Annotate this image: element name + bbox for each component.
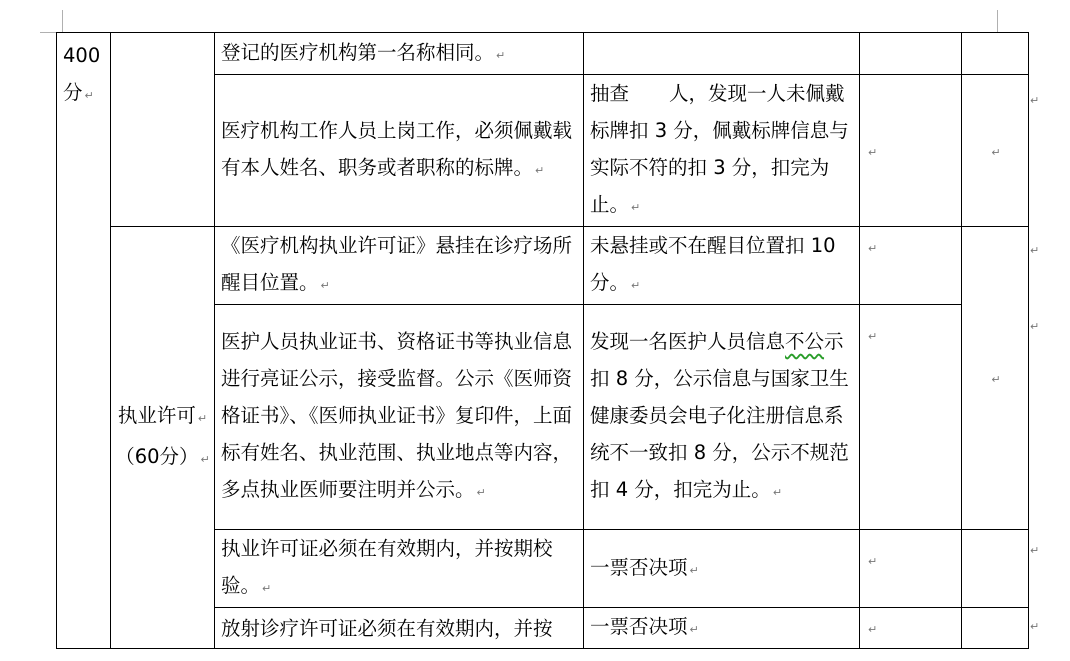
remark-cell [962,227,1029,530]
rule-text: 一票否决项 [590,615,688,638]
paragraph-mark-icon: ↵ [476,486,486,499]
item-text: 放射诊疗许可证必须在有效期内，并按 [221,616,553,640]
rule-text: 发现一名医护人员信息 [590,330,786,353]
paragraph-mark-icon: ↵ [868,623,878,636]
item-text: 执业许可证必须在有效期内，并按期校验。 [221,537,553,597]
item-text: 《医疗机构执业许可证》悬挂在诊疗场所醒目位置。 [221,234,573,294]
score-deduct-cell [860,530,962,608]
item-cell [215,227,584,305]
paragraph-mark-icon: ↵ [991,373,1001,386]
rule-text: 抽查 [590,82,630,105]
rule-cell [584,530,860,608]
paragraph-mark-icon: ↵ [535,164,545,177]
paragraph-mark-icon: ↵ [197,411,208,425]
paragraph-mark-icon: ↵ [868,242,878,255]
paragraph-mark-icon: ↵ [772,486,783,499]
score-cell [57,33,111,649]
paragraph-mark-icon: ↵ [689,623,699,636]
rule-cell [584,33,860,75]
row-end-mark-icon: ↵ [1030,94,1040,107]
remark-cell [962,530,1029,608]
item-text: 登记的医疗机构第一名称相同。 [221,40,495,64]
item-cell [215,33,584,75]
evaluation-table [56,32,1029,649]
row-end-mark-icon: ↵ [1030,620,1040,633]
table-row [57,227,1029,305]
paragraph-mark-icon: ↵ [200,452,210,466]
paragraph-mark-icon: ↵ [868,145,878,159]
category-score: （60分） [115,444,199,468]
remark-cell [962,75,1029,227]
paragraph-mark-icon: ↵ [631,279,641,292]
item-cell [215,530,584,608]
rule-cell [584,75,860,227]
row-end-mark-icon: ↵ [1030,544,1040,557]
rule-text-flagged: 不公 [785,330,825,353]
paragraph-mark-icon: ↵ [868,330,878,343]
rule-cell [584,227,860,305]
paragraph-mark-icon: ↵ [84,89,94,102]
crop-mark-right-vertical [997,10,998,32]
paragraph-mark-icon: ↵ [320,279,330,292]
category-cell [111,227,215,649]
table-row [57,33,1029,75]
item-cell [215,305,584,530]
category-label: 执业许可 [117,403,196,427]
paragraph-mark-icon: ↵ [496,48,506,62]
rule-cell [584,305,860,530]
item-cell [215,608,584,649]
paragraph-mark-icon: ↵ [631,201,641,214]
item-text: 医护人员执业证书、资格证书等执业信息进行亮证公示，接受监督。公示《医师资格证书》、《医师执业证书》复印件，上面标有姓名、执业范围、执业地点等内容，多点执业医师要注明并公示。 [221,330,573,501]
row-end-mark-icon: ↵ [1030,244,1040,257]
score-deduct-cell [860,305,962,530]
score-label: 400分 [63,44,101,104]
rule-cell [584,608,860,649]
rule-text: 未悬挂或不在醒目位置扣 10分。 [590,234,836,294]
rule-text: 人，发现一人未佩戴标牌扣 3 分，佩戴标牌信息与实际不符的扣 3 分，扣完为止。 [590,82,849,216]
score-deduct-cell [860,608,962,649]
score-deduct-cell [860,75,962,227]
paragraph-mark-icon: ↵ [689,563,699,577]
score-deduct-cell [860,227,962,305]
category-cell-empty [111,33,215,227]
rule-text: 示扣 8 分，公示信息与国家卫生健康委员会电子化注册信息系统不一致扣 8 分，公示不规范扣 4 分，扣完为止。 [590,330,849,501]
score-deduct-cell [860,33,962,75]
item-text: 医疗机构工作人员上岗工作，必须佩戴载有本人姓名、职务或者职称的标牌。 [221,119,573,179]
paragraph-mark-icon: ↵ [991,145,1001,159]
row-end-mark-icon: ↵ [1030,320,1040,333]
remark-cell [962,33,1029,75]
item-cell [215,75,584,227]
crop-mark-left-vertical [62,10,63,32]
remark-cell [962,608,1029,649]
rule-text: 一票否决项 [590,555,688,579]
paragraph-mark-icon: ↵ [868,555,878,568]
paragraph-mark-icon: ↵ [262,582,272,595]
